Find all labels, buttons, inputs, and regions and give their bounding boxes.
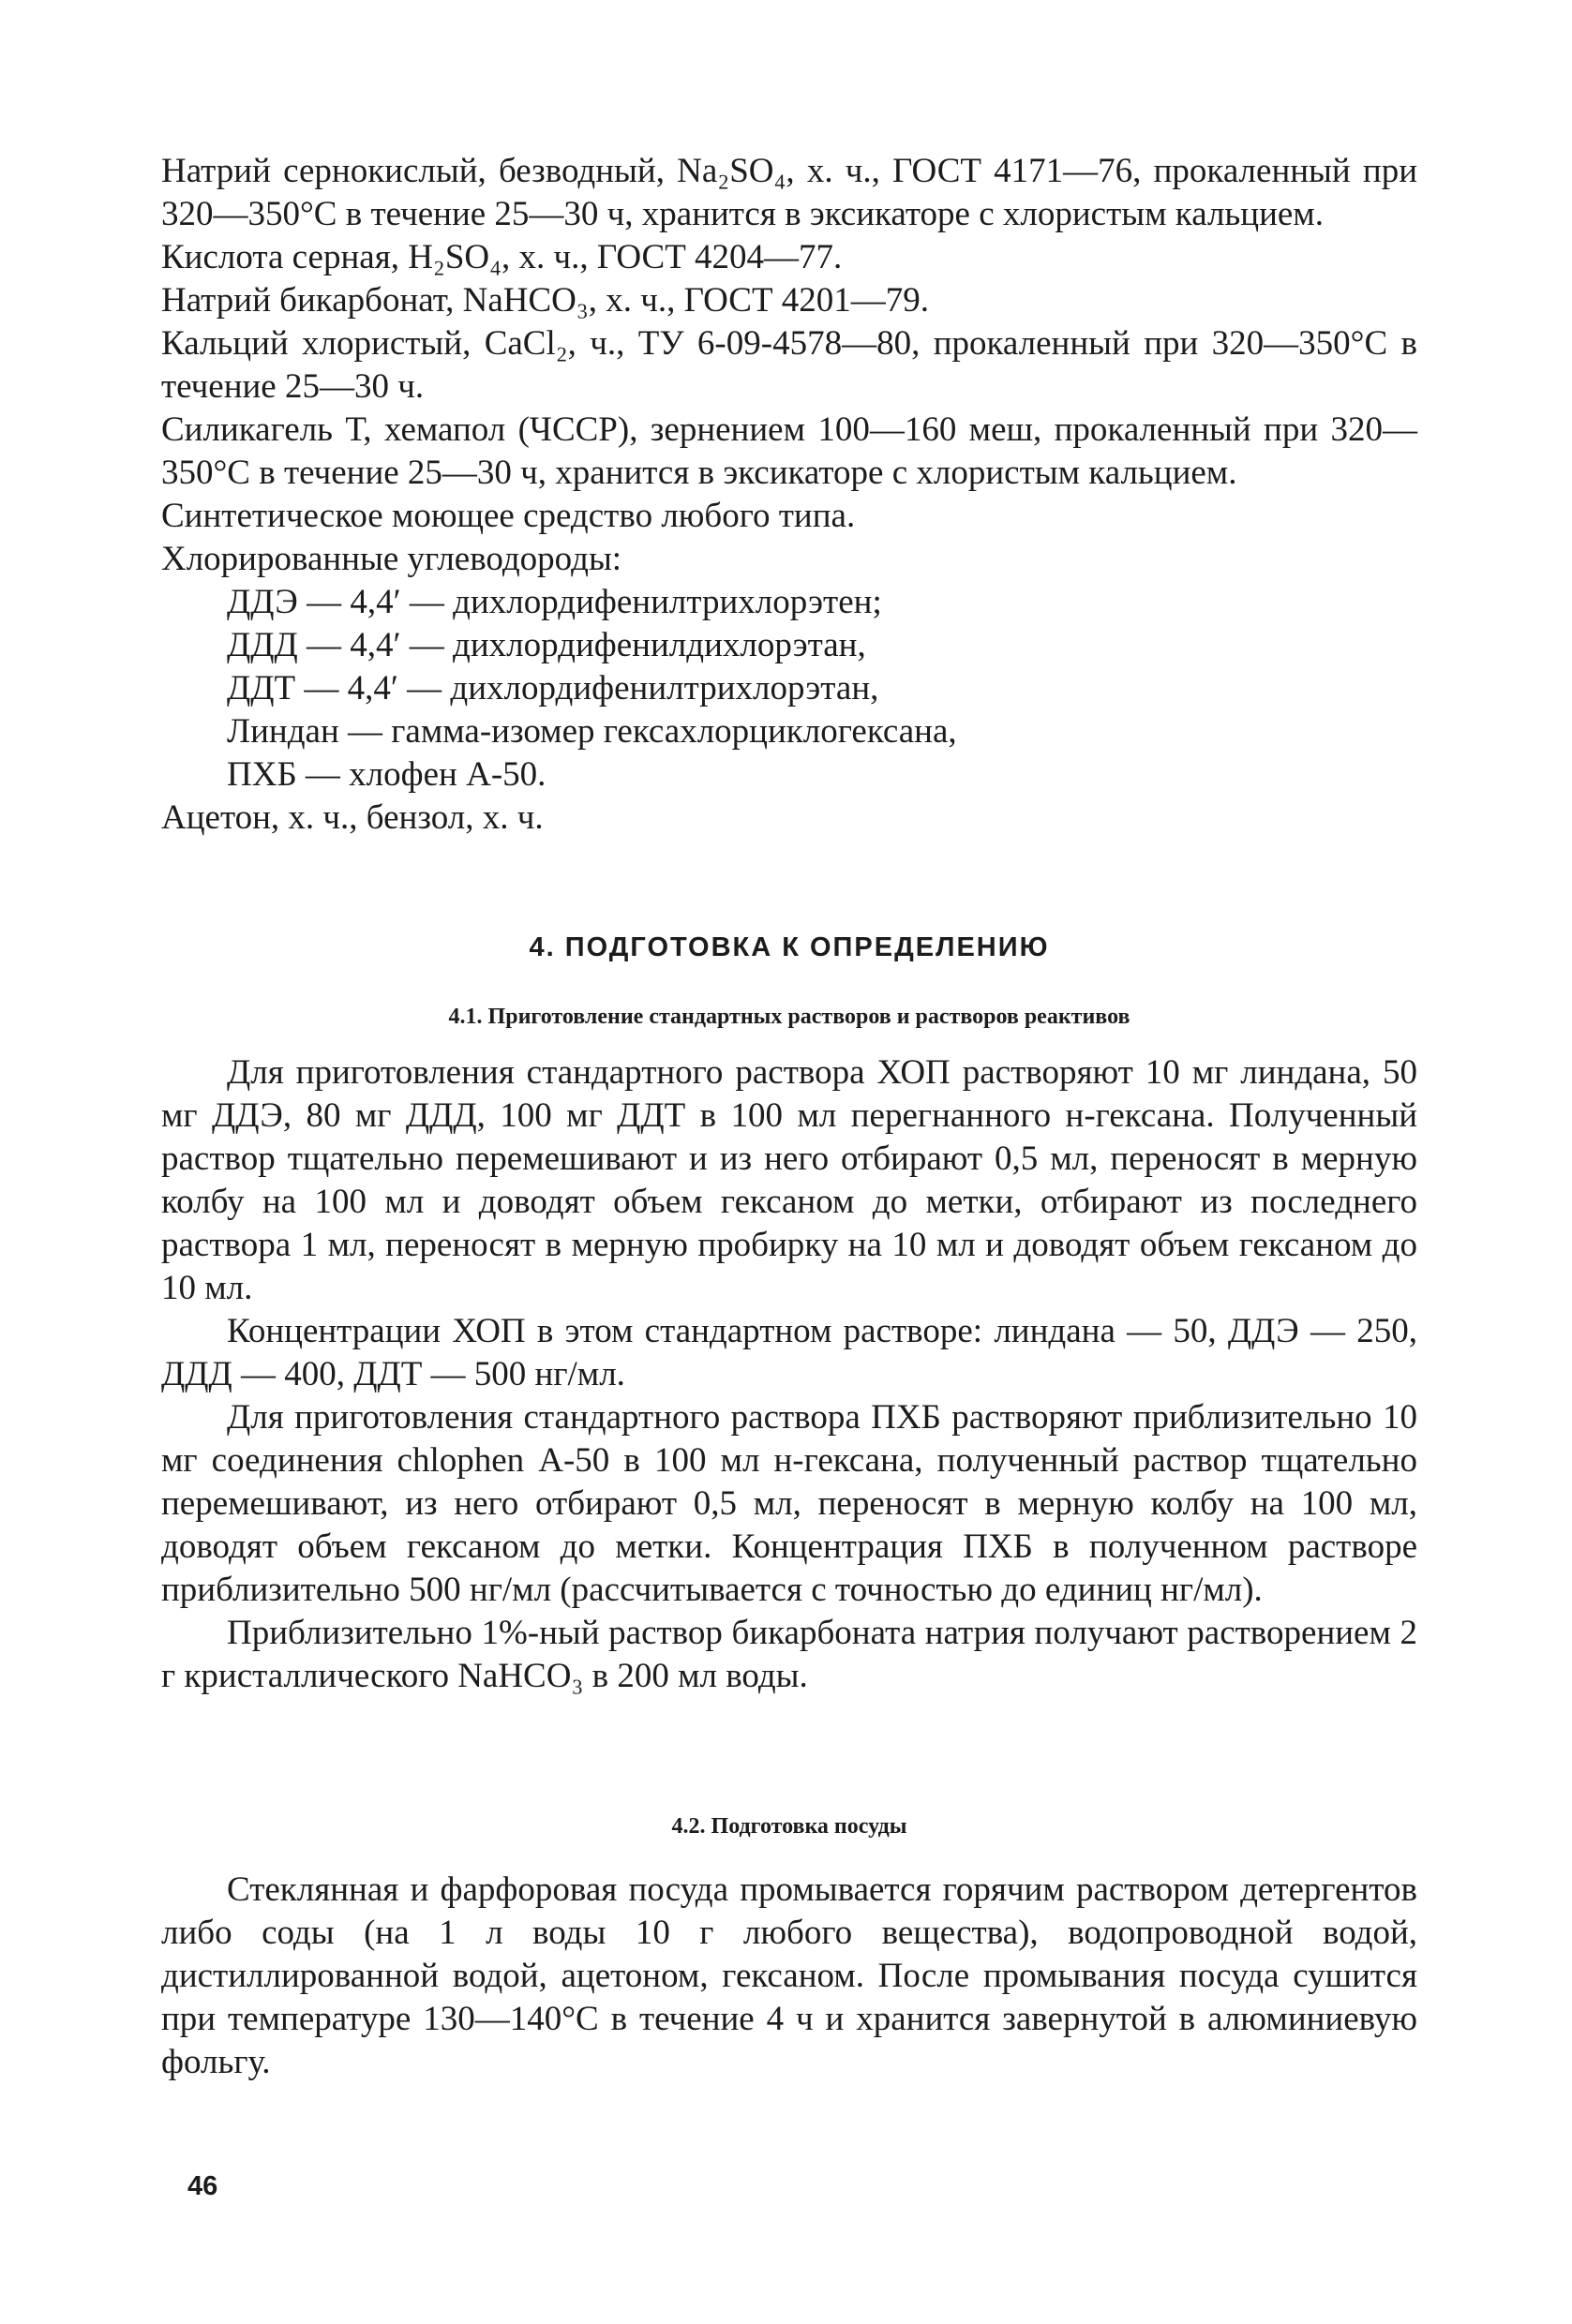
- reagent-item: Натрий сернокислый, безводный, Na₂SO₄, х. ч., ГОСТ 4171—76, прокаленный при 320—350°С в течение 25—30 ч, хранится в эксикаторе с хлористым кальцием.: [161, 152, 1417, 233]
- reagents-list: [161, 150, 1417, 840]
- subsection-4-2-body: [161, 1869, 1417, 2084]
- chlorinated-item: ДДТ — 4,4′ — дихлордифенилтрихлорэтан,: [227, 669, 879, 708]
- paragraph: Стеклянная и фарфоровая посуда промывается горячим раствором детергентов либо соды (на 1 л воды 10 г любого вещества), водопроводной водой, дистиллированной водой, ацетоном, гексаном. После промывания посуда сушится при температуре 130—140°С в течение 4 ч и хранится завернутой в алюминиевую фольгу.: [161, 1870, 1417, 2081]
- paragraph: Концентрации ХОП в этом стандартном растворе: линдана — 50, ДДЭ — 250, ДДД — 400, ДДТ — 500 нг/мл.: [161, 1312, 1417, 1393]
- reagent-item: Натрий бикарбонат, NaHCO₃, х. ч., ГОСТ 4201—79.: [161, 281, 930, 320]
- reagent-item: Кальций хлористый, CaCl₂, ч., ТУ 6-09-4578—80, прокаленный при 320—350°С в течение 25—30 ч.: [161, 324, 1417, 406]
- paragraph: Для приготовления стандартного раствора ХОП растворяют 10 мг линдана, 50 мг ДДЭ, 80 мг ДДД, 100 мг ДДТ в 100 мл перегнанного н-гексана. Полученный раствор тщательно перемешивают и из него отбирают 0,5 мл, переносят в мерную колбу на 100 мл и доводят объем гексаном до метки, отбирают из последнего раствора 1 мл, переносят в мерную пробирку на 10 мл и доводят объем гексаном до 10 мл.: [161, 1053, 1417, 1307]
- subsection-title-4-2: 4.2. Подготовка посуды: [671, 1814, 907, 1839]
- chlorinated-item: ДДД — 4,4′ — дихлордифенилдихлорэтан,: [227, 626, 866, 664]
- chlorinated-item: Линдан — гамма-изомер гексахлорциклогексана,: [227, 712, 957, 751]
- reagent-item: Хлорированные углеводороды:: [161, 540, 622, 578]
- paragraph: Для приготовления стандартного раствора ПХБ растворяют приблизительно 10 мг соединения chlophen А-50 в 100 мл н-гексана, полученный раствор тщательно перемешивают, из него отбирают 0,5 мл, переносят в мерную колбу на 100 мл, доводят объем гексаном до метки. Концентрация ПХБ в полученном растворе приблизительно 500 нг/мл (рассчитывается с точностью до единиц нг/мл).: [161, 1398, 1417, 1609]
- subsection-title-4-1: 4.1. Приготовление стандартных растворов и растворов реактивов: [448, 1005, 1130, 1029]
- reagent-item: Кислота серная, H₂SO₄, х. ч., ГОСТ 4204—77.: [161, 238, 843, 276]
- reagent-item: Синтетическое моющее средство любого типа.: [161, 497, 856, 535]
- section-title: 4. ПОДГОТОВКА К ОПРЕДЕЛЕНИЮ: [529, 932, 1050, 962]
- chlorinated-item: ДДЭ — 4,4′ — дихлордифенилтрихлорэтен;: [227, 583, 882, 621]
- page-number: 46: [187, 2171, 218, 2201]
- reagent-item-last: Ацетон, х. ч., бензол, х. ч.: [161, 798, 544, 837]
- reagent-item: Силикагель Т, хемапол (ЧССР), зернением 100—160 меш, прокаленный при 320—350°С в течение 25—30 ч, хранится в эксикаторе с хлористым кальцием.: [161, 410, 1417, 492]
- chlorinated-item: ПХБ — хлофен А-50.: [227, 755, 546, 794]
- paragraph: Приблизительно 1%-ный раствор бикарбоната натрия получают растворением 2 г кристаллического NaHCO₃ в 200 мл воды.: [161, 1614, 1417, 1695]
- subsection-4-1-body: [161, 1051, 1417, 1698]
